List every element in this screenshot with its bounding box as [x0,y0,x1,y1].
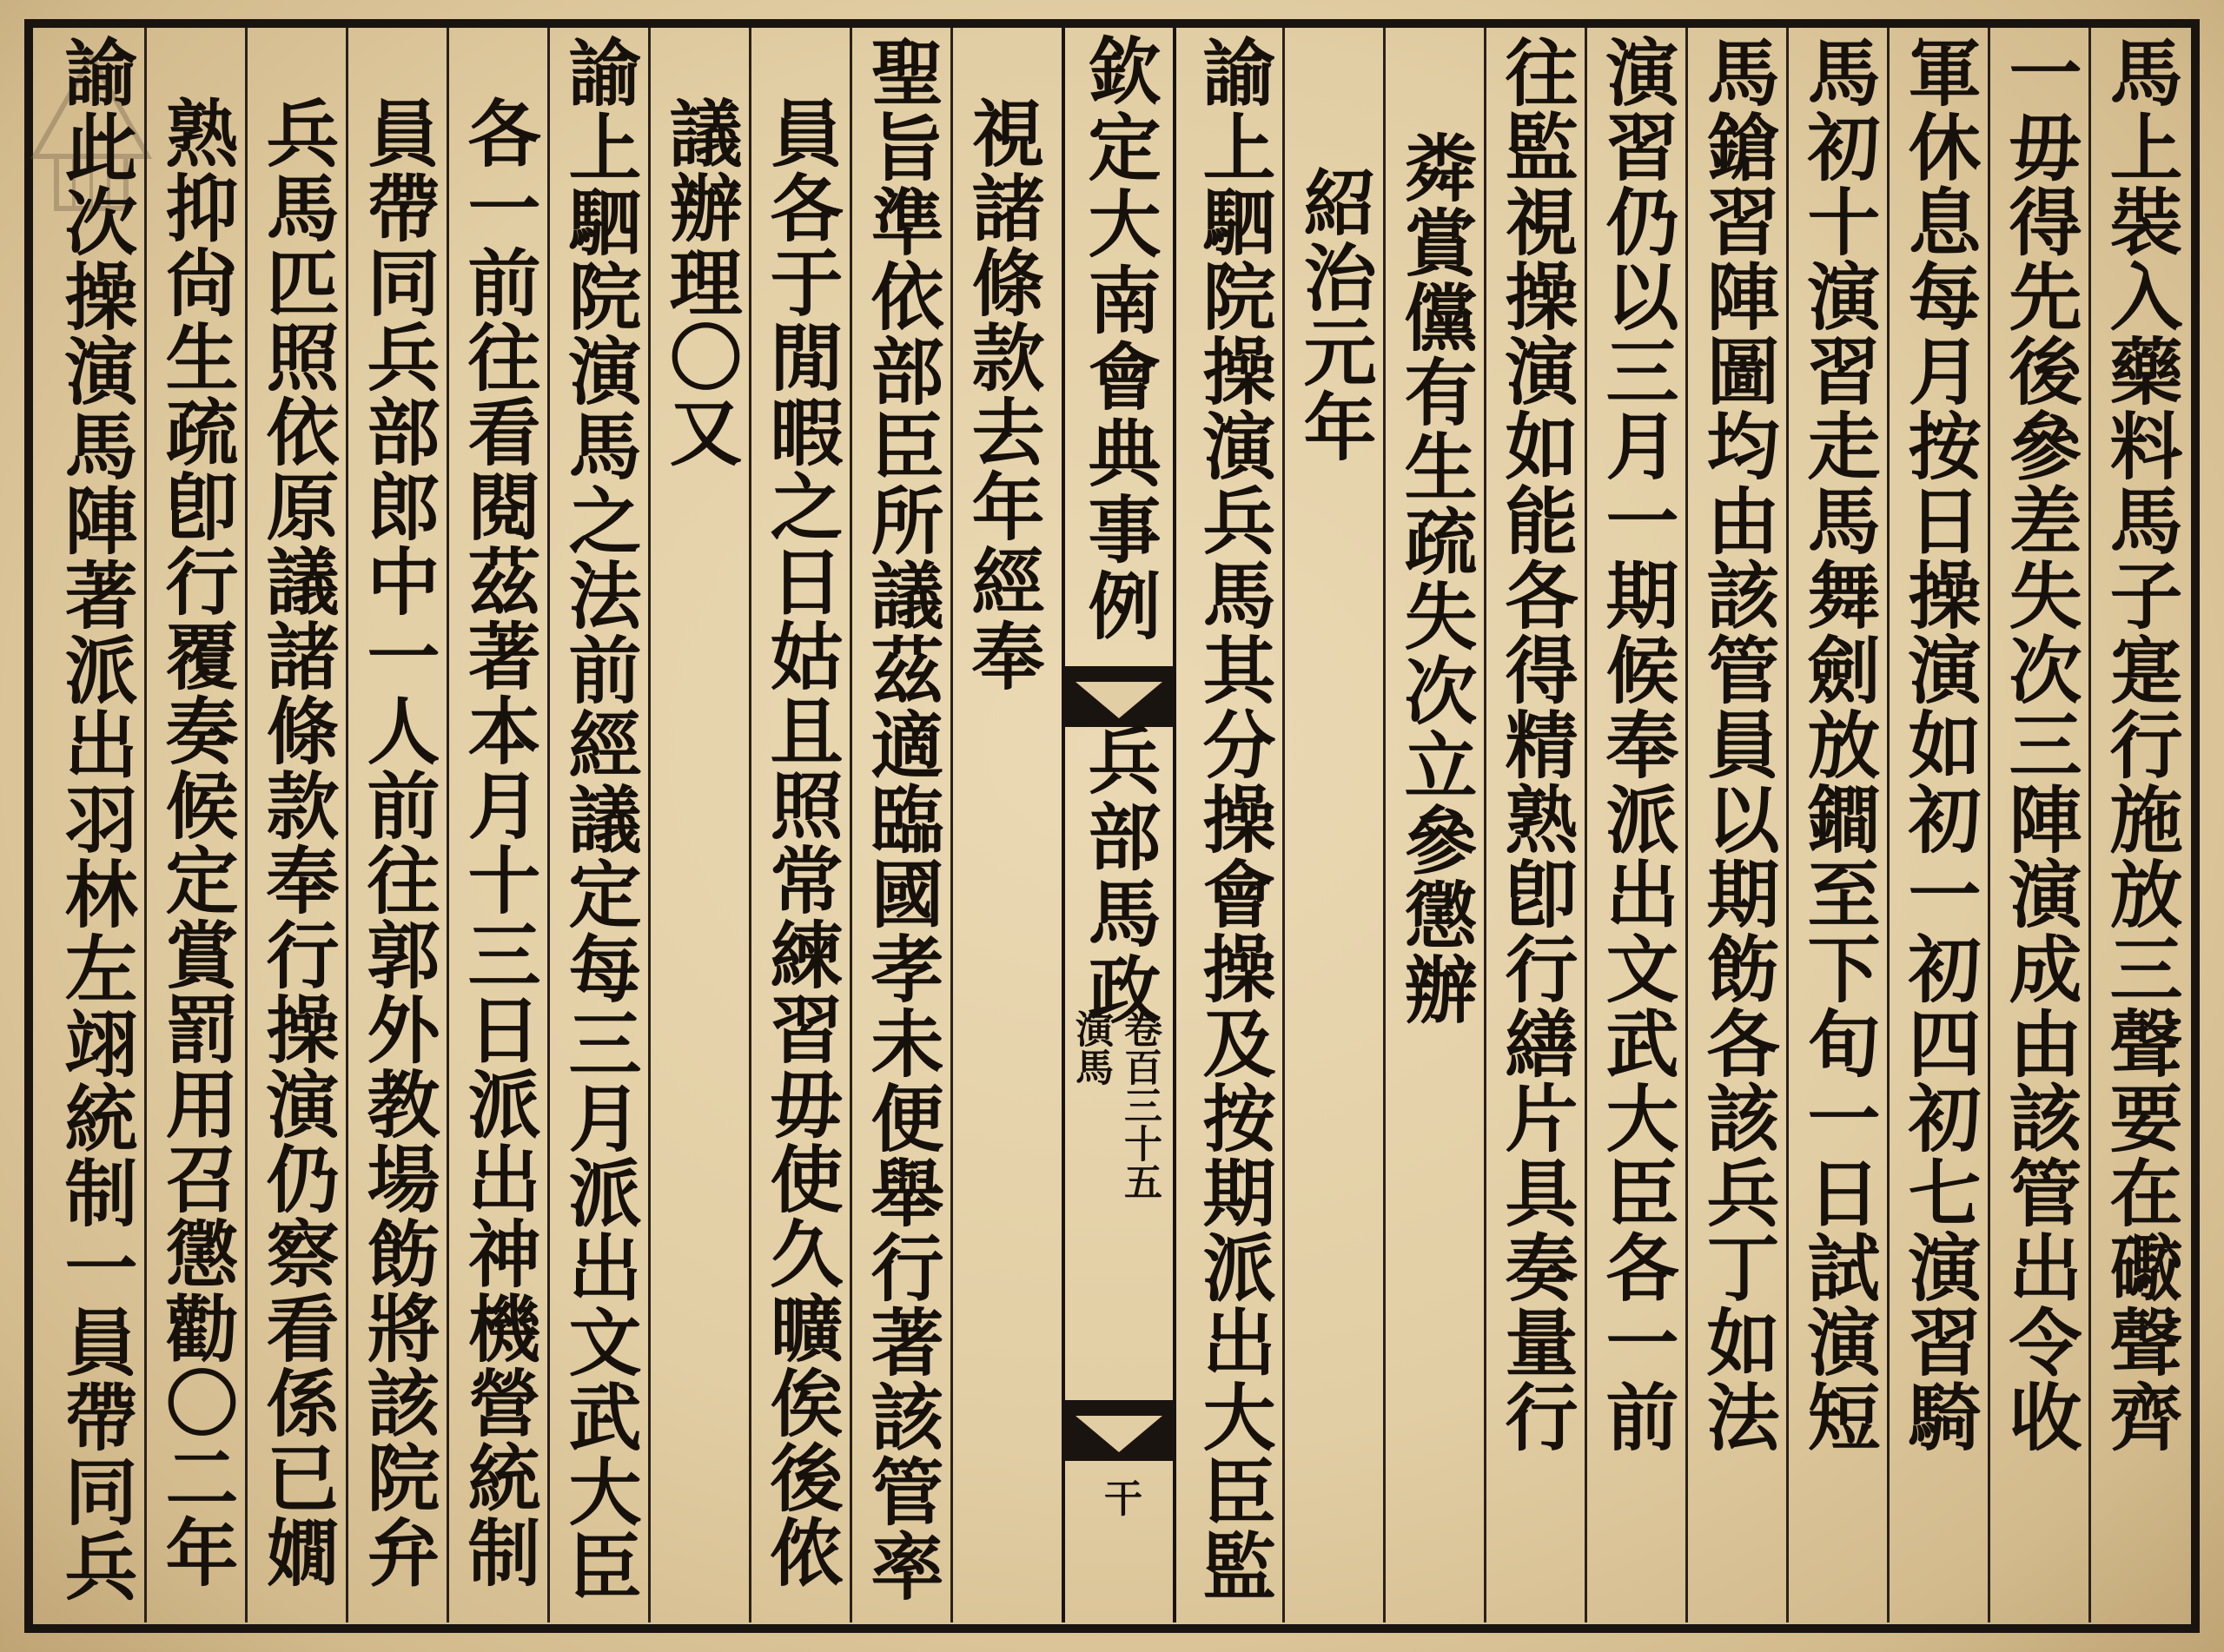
text-column: 諭此次操演馬陣著派出羽林左翊統制一員帶同兵 [53,35,139,1603]
column-rule [1282,28,1285,1622]
text-column: 軍休息每月按日操演如初一初四初七演習騎 [1896,35,1982,1454]
page-number: 干 [1097,1478,1142,1517]
column-rule [245,28,248,1622]
text-column: 馬上裝入藥料馬子寔行施放三聲要在礮聲齊 [2098,35,2184,1454]
volume-number: 卷百三十五 [1117,1009,1162,1200]
column-rule [1585,28,1587,1622]
column-rule [447,28,449,1622]
text-column: 粦賞儻有生疏失次立參懲辦 [1393,130,1479,1027]
column-rule [1484,28,1486,1622]
column-rule [1887,28,1890,1622]
column-rule [547,28,550,1622]
text-column: 兵馬匹照依原議諸條款奉行操演仍察看係已嫺 [255,96,341,1589]
text-column: 一毋得先後參差失次三陣演成由該管出令收 [1997,35,2083,1454]
column-rule [2088,28,2091,1622]
column-rule [346,28,348,1622]
subsection-title: 演馬 [1069,1009,1113,1086]
text-column: 員帶同兵部郎中一人前往郭外教場飭將該院弁 [355,96,441,1589]
center-fold-band [1062,28,1176,1622]
text-column: 各一前往看閱茲著本月十三日派出神機營統制 [456,96,542,1589]
book-title: 欽定大南會典事例 [1076,33,1162,644]
column-rule [950,28,953,1622]
text-column: 議辦理〇又 [658,96,744,469]
column-rule [1988,28,1990,1622]
text-column: 紹治元年 [1292,165,1378,464]
column-rule [1383,28,1386,1622]
text-column: 視諸條款去年經奉 [960,96,1046,693]
text-column: 諭上駟院演馬之法前經議定每三月派出文武大臣 [557,35,643,1603]
text-column: 馬鎗習陣圖均由該管員以期飭各該兵丁如法 [1695,35,1781,1454]
column-rule [144,28,147,1622]
fishtail-mark-upper [1065,666,1173,727]
text-column: 馬初十演習走馬舞劍放鐧至下旬一日試演短 [1796,35,1882,1454]
column-rule [749,28,751,1622]
column-rule [648,28,651,1622]
text-column: 聖旨準依部臣所議茲適臨國孝未便舉行著該管率 [859,35,945,1603]
fishtail-mark-lower [1065,1400,1173,1461]
text-column: 員各于閒暇之日姑且照常練習毋使久曠俟後侬 [758,96,844,1589]
section-title: 兵部馬政 [1076,723,1162,1028]
column-rule [850,28,852,1622]
text-column: 往監視操演如能各得精熟卽行繕片具奏量行 [1493,35,1579,1454]
text-column: 諭上駟院操演兵馬其分操會操及按期派出大臣監 [1191,35,1277,1603]
column-rule [1685,28,1688,1622]
text-column: 演習仍以三月一期候奉派出文武大臣各一前 [1594,35,1680,1454]
text-column: 熟抑尙生疏卽行覆奏候定賞罰用召懲勸〇二年 [154,96,240,1589]
column-rule [1786,28,1789,1622]
